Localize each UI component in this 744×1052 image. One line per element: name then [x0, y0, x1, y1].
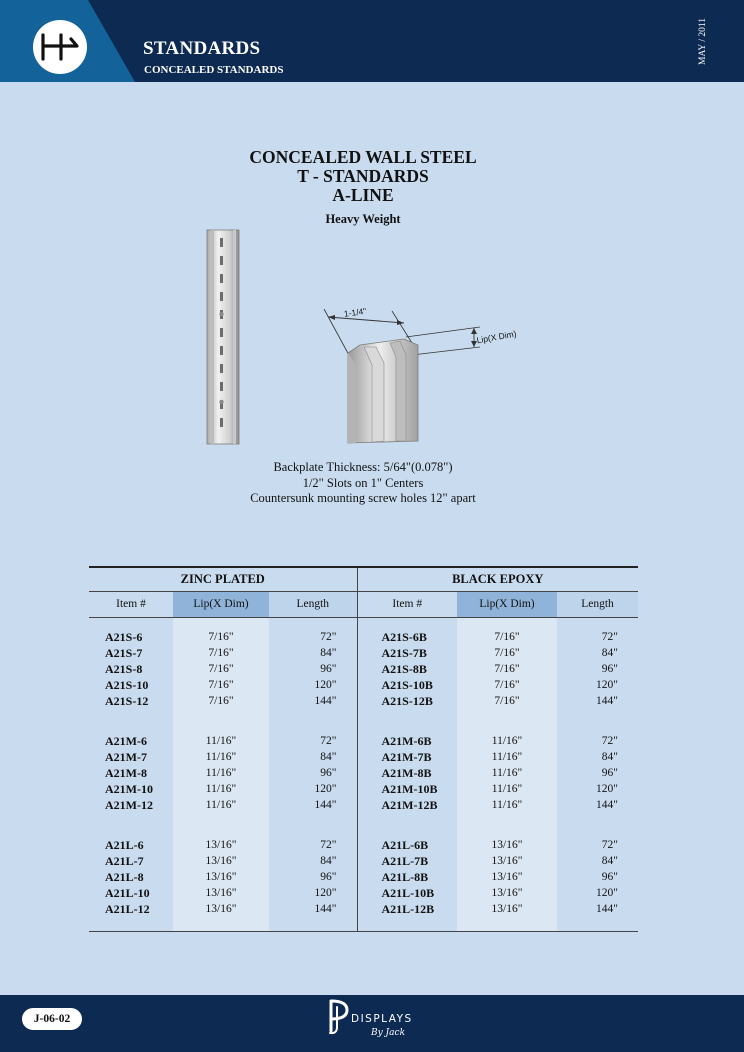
spec-line: Countersunk mounting screw holes 12" apart	[250, 491, 476, 505]
table-row	[89, 765, 638, 781]
spacer-row	[89, 917, 638, 931]
length-cell: 96"	[269, 765, 357, 781]
lip-dim-cell: 13/16"	[173, 837, 269, 853]
length-cell: 84"	[601, 647, 618, 659]
spacer-cell	[457, 709, 557, 721]
standard-bracket-icon	[39, 29, 81, 65]
table-row	[89, 869, 638, 885]
table-body	[89, 617, 638, 931]
lip-dim-cell: 13/16"	[457, 885, 557, 901]
brand-logo-icon	[327, 997, 351, 1037]
length-cell: 144"	[269, 901, 357, 917]
lip-dim-cell: 11/16"	[173, 797, 269, 813]
length-cell: 72"	[601, 839, 618, 851]
length-cell: 84"	[269, 853, 357, 869]
item-number-cell: A21L-6	[105, 838, 144, 852]
item-number-cell: A21S-7B	[381, 646, 427, 660]
item-number-cell: A21L-10	[105, 886, 150, 900]
dimension-width-label: 1-1/4"	[343, 305, 367, 319]
column-header: Lip(X Dim)	[457, 591, 557, 617]
column-header: Lip(X Dim)	[173, 591, 269, 617]
length-cell: 84"	[269, 749, 357, 765]
lip-dim-cell: 7/16"	[457, 693, 557, 709]
length-cell: 144"	[596, 903, 618, 915]
lip-dim-cell: 7/16"	[173, 629, 269, 645]
item-number-cell: A21M-10	[105, 782, 153, 796]
lip-dim-cell: 11/16"	[173, 749, 269, 765]
spacer-cell	[269, 825, 357, 837]
table-row	[89, 837, 638, 853]
item-number-cell: A21M-6B	[381, 734, 432, 748]
standard-front-image	[203, 226, 243, 448]
item-number-cell: A21M-8B	[381, 766, 432, 780]
item-number-cell: A21S-10	[105, 678, 149, 692]
lip-dim-cell: 13/16"	[457, 869, 557, 885]
length-cell: 120"	[596, 887, 618, 899]
item-number-cell: A21M-10B	[381, 782, 438, 796]
section-title: STANDARDS	[143, 38, 261, 59]
table-row	[89, 781, 638, 797]
column-header: Item #	[357, 591, 457, 617]
spacer-cell	[357, 813, 457, 825]
lip-dim-cell: 7/16"	[173, 677, 269, 693]
brand-name: DISPLAYS	[351, 1013, 413, 1025]
lip-dim-cell: 7/16"	[173, 645, 269, 661]
table-row	[89, 797, 638, 813]
length-cell: 120"	[596, 679, 618, 691]
spec-line: 1/2" Slots on 1" Centers	[302, 475, 424, 490]
lip-dim-cell: 7/16"	[173, 661, 269, 677]
table-row	[89, 853, 638, 869]
item-number-cell: A21L-12B	[381, 902, 435, 916]
lip-dim-cell: 11/16"	[173, 765, 269, 781]
spacer-cell	[357, 917, 457, 931]
table-row	[89, 885, 638, 901]
product-table-grid	[89, 566, 638, 932]
lip-dim-cell: 13/16"	[457, 901, 557, 917]
issue-date: MAY / 2011	[698, 18, 708, 66]
item-number-cell: A21L-10B	[381, 886, 435, 900]
item-number-cell: A21S-7	[105, 646, 143, 660]
length-cell: 144"	[269, 693, 357, 709]
spec-line: Backplate Thickness: 5/64"(0.078")	[273, 460, 453, 474]
length-cell: 72"	[601, 631, 618, 643]
item-number-cell: A21L-8	[105, 870, 144, 884]
length-cell: 96"	[601, 871, 618, 883]
product-title-line: CONCEALED WALL STEEL	[249, 147, 477, 167]
standard-profile-image	[300, 295, 540, 447]
item-number-cell: A21M-6	[105, 734, 147, 748]
item-number-cell: A21S-8B	[381, 662, 427, 676]
lip-dim-cell: 11/16"	[457, 733, 557, 749]
spacer-cell	[89, 721, 173, 733]
dimension-lip-label: Lip(X Dim)	[475, 328, 518, 346]
spacer-cell	[173, 709, 269, 721]
spacer-cell	[89, 917, 173, 931]
table-row	[89, 677, 638, 693]
spacer-cell	[89, 709, 173, 721]
table-row	[89, 733, 638, 749]
length-cell: 84"	[269, 645, 357, 661]
product-title	[0, 148, 726, 205]
spacer-cell	[557, 813, 638, 825]
item-number-cell: A21M-7	[105, 750, 147, 764]
spacer-cell	[357, 825, 457, 837]
spacer-cell	[557, 917, 638, 931]
table-row	[89, 629, 638, 645]
product-title-line: T - STANDARDS	[297, 166, 429, 186]
lip-dim-cell: 11/16"	[457, 765, 557, 781]
length-cell: 72"	[269, 733, 357, 749]
lip-dim-cell: 11/16"	[457, 781, 557, 797]
spacer-cell	[269, 917, 357, 931]
length-cell: 120"	[269, 885, 357, 901]
length-cell: 84"	[601, 855, 618, 867]
column-header: Length	[269, 591, 357, 617]
group-header-zinc: ZINC PLATED	[89, 567, 357, 591]
item-number-cell: A21S-10B	[381, 678, 433, 692]
length-cell: 72"	[269, 629, 357, 645]
spacer-row	[89, 825, 638, 837]
spacer-cell	[269, 709, 357, 721]
spacer-row	[89, 813, 638, 825]
item-number-cell: A21L-7	[105, 854, 144, 868]
lip-dim-cell: 11/16"	[173, 781, 269, 797]
spacer-cell	[457, 721, 557, 733]
length-cell: 144"	[269, 797, 357, 813]
lip-dim-cell: 13/16"	[457, 837, 557, 853]
length-cell: 72"	[269, 837, 357, 853]
spacer-cell	[269, 813, 357, 825]
item-number-cell: A21L-7B	[381, 854, 429, 868]
length-cell: 120"	[596, 783, 618, 795]
spacer-cell	[173, 917, 269, 931]
lip-dim-cell: 11/16"	[173, 733, 269, 749]
length-cell: 96"	[269, 869, 357, 885]
length-cell: 96"	[269, 661, 357, 677]
item-number-cell: A21L-8B	[381, 870, 429, 884]
spacer-cell	[173, 825, 269, 837]
spacer-row	[89, 617, 638, 629]
item-number-cell: A21M-12B	[381, 798, 438, 812]
logo	[33, 20, 87, 74]
column-header: Item #	[89, 591, 173, 617]
length-cell: 96"	[601, 767, 618, 779]
item-number-cell: A21L-12	[105, 902, 150, 916]
spacer-cell	[269, 721, 357, 733]
item-number-cell: A21S-6B	[381, 630, 427, 644]
table-row	[89, 661, 638, 677]
brand-tagline: By Jack	[371, 1028, 406, 1038]
table-row	[89, 645, 638, 661]
length-cell: 144"	[596, 799, 618, 811]
lip-dim-cell: 11/16"	[457, 749, 557, 765]
specifications	[0, 460, 726, 507]
lip-dim-cell: 13/16"	[173, 901, 269, 917]
product-title-line: A-LINE	[332, 185, 394, 205]
lip-dim-cell: 7/16"	[457, 661, 557, 677]
section-subtitle: CONCEALED STANDARDS	[144, 64, 284, 76]
length-cell: 96"	[601, 663, 618, 675]
item-number-cell: A21M-7B	[381, 750, 432, 764]
lip-dim-cell: 13/16"	[457, 853, 557, 869]
spacer-cell	[89, 813, 173, 825]
column-header-row	[89, 591, 638, 617]
spacer-cell	[557, 721, 638, 733]
spacer-cell	[557, 825, 638, 837]
product-table	[89, 566, 638, 932]
item-number-cell: A21S-6	[105, 630, 143, 644]
lip-dim-cell: 11/16"	[457, 797, 557, 813]
spacer-cell	[457, 825, 557, 837]
spacer-cell	[173, 813, 269, 825]
product-weight: Heavy Weight	[325, 212, 401, 226]
length-cell: 72"	[601, 735, 618, 747]
item-number-cell: A21S-12B	[381, 694, 433, 708]
spacer-cell	[457, 813, 557, 825]
item-number-cell: A21M-8	[105, 766, 147, 780]
spacer-cell	[173, 617, 269, 629]
spacer-cell	[557, 617, 638, 629]
length-cell: 120"	[269, 781, 357, 797]
item-number-cell: A21S-12	[105, 694, 149, 708]
spacer-cell	[457, 917, 557, 931]
column-header: Length	[557, 591, 638, 617]
table-row	[89, 901, 638, 917]
item-number-cell: A21M-12	[105, 798, 153, 812]
group-header-epoxy: BLACK EPOXY	[357, 567, 638, 591]
spacer-cell	[457, 617, 557, 629]
spacer-cell	[173, 721, 269, 733]
spacer-cell	[89, 617, 173, 629]
lip-dim-cell: 7/16"	[457, 645, 557, 661]
length-cell: 120"	[269, 677, 357, 693]
item-number-cell: A21L-6B	[381, 838, 429, 852]
length-cell: 144"	[596, 695, 618, 707]
length-cell: 84"	[601, 751, 618, 763]
table-row	[89, 749, 638, 765]
spacer-row	[89, 721, 638, 733]
page-code: J-06-02	[22, 1008, 82, 1030]
spacer-cell	[357, 721, 457, 733]
spacer-cell	[357, 709, 457, 721]
group-header-row	[89, 567, 638, 591]
spacer-row	[89, 709, 638, 721]
item-number-cell: A21S-8	[105, 662, 143, 676]
lip-dim-cell: 7/16"	[457, 677, 557, 693]
lip-dim-cell: 7/16"	[457, 629, 557, 645]
lip-dim-cell: 13/16"	[173, 869, 269, 885]
lip-dim-cell: 13/16"	[173, 885, 269, 901]
spacer-cell	[269, 617, 357, 629]
lip-dim-cell: 13/16"	[173, 853, 269, 869]
page-header	[0, 0, 744, 82]
lip-dim-cell: 7/16"	[173, 693, 269, 709]
spacer-cell	[357, 617, 457, 629]
spacer-cell	[89, 825, 173, 837]
table-row	[89, 693, 638, 709]
spacer-cell	[557, 709, 638, 721]
